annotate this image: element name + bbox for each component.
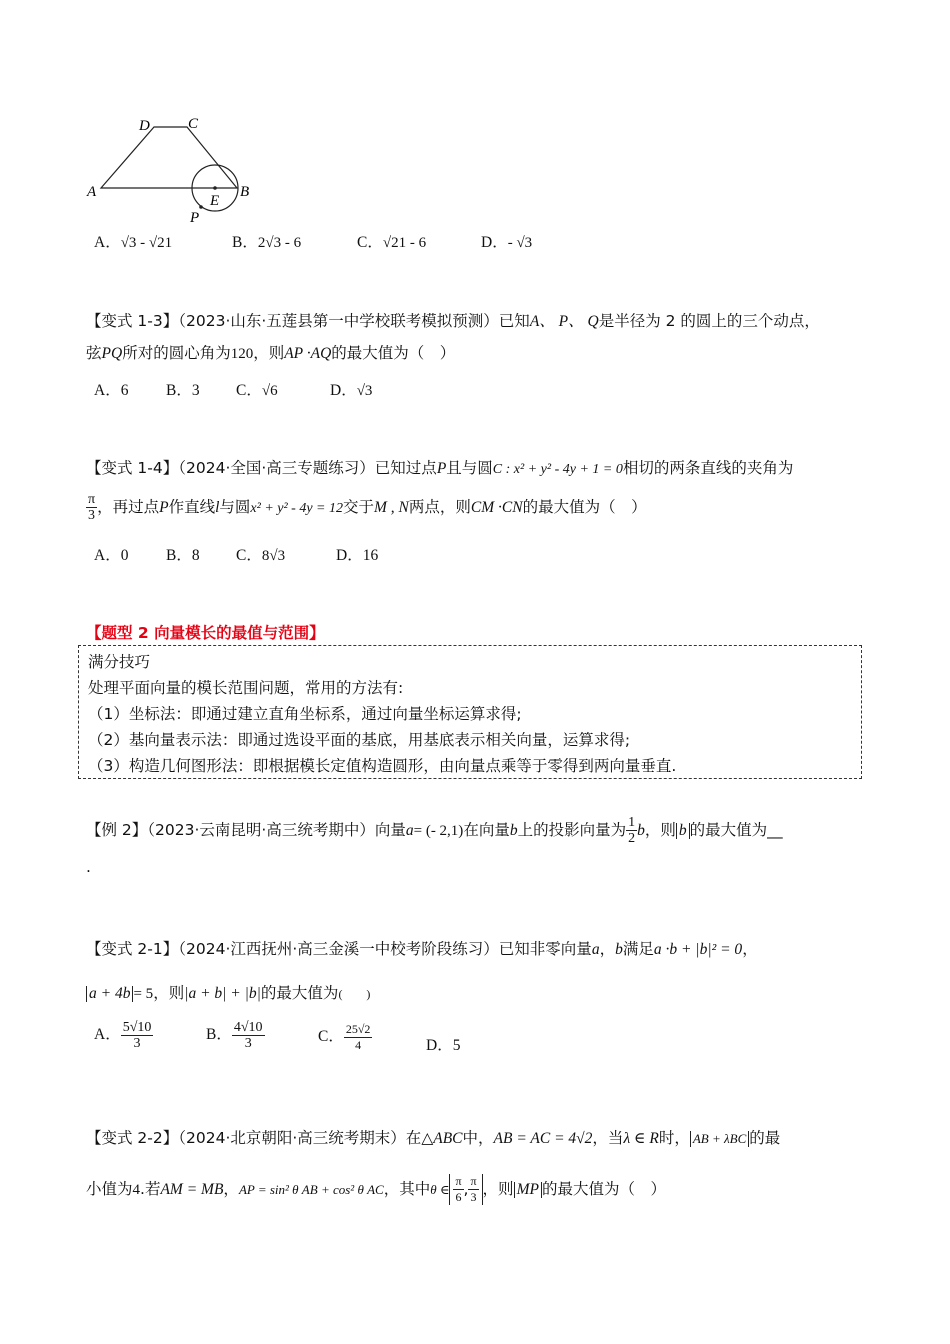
label-B: B xyxy=(240,184,250,200)
label-A: A xyxy=(87,184,97,200)
tip-title: 满分技巧 xyxy=(88,653,151,671)
prev-option-d: D．- √3 xyxy=(481,234,533,251)
v13-option-a: A．6 xyxy=(94,382,129,399)
label-C: C xyxy=(188,116,199,132)
v21-line-1: 【变式 2-1】（2024·江西抚州·高三金溪一中校考阶段练习）已知非零向量a，b满足a ·b + |b|² = 0， xyxy=(86,940,758,958)
v13-line-2: 弦PQ所对的圆心角为120，则AP ·AQ的最大值为（ ） xyxy=(86,344,456,362)
v13-line-1: 【变式 1-3】（2023·山东·五莲县第一中学校联考模拟预测）已知A、 P、 Q是半径为 2 的圆上的三个动点， xyxy=(86,312,820,330)
ex2-line-2: . xyxy=(86,858,91,876)
v22-line-2: 小值为4.若AM = MB，AP = sin² θ AB + cos² θ AC，其中θ ∈ $\frac{\pi}{6}$ , $\frac{\pi}{3}$ ，则 MP 的最大值为（ ） xyxy=(86,1174,666,1204)
trapezoid-circle-figure xyxy=(84,110,264,230)
tip-intro: 处理平面向量的模长范围问题，常用的方法有: xyxy=(88,679,404,697)
v21-option-b: B． $\frac{4√10}{3}$ xyxy=(206,1020,263,1051)
prev-option-a: A．√3 - √21 xyxy=(94,234,173,251)
v22-line-1: 【变式 2-2】（2024·北京朝阳·高三统考期末）在△ABC中，AB = AC = 4√2，当λ ∈ R时， AB + λBC 的最 xyxy=(86,1129,781,1147)
tip-item-1: （1）坐标法：即通过建立直角坐标系，通过向量坐标运算求得; xyxy=(88,705,522,723)
v13-option-c: C．√6 xyxy=(236,382,278,399)
v14-option-a: A．0 xyxy=(94,547,129,564)
label-P: P xyxy=(190,210,200,226)
v21-option-d: D．5 xyxy=(426,1037,461,1054)
type2-heading: 【题型 2 向量模长的最值与范围】 xyxy=(86,624,325,642)
v21-option-a: A． $\frac{5√10}{3}$ xyxy=(94,1020,152,1051)
v13-option-d: D．√3 xyxy=(330,382,373,399)
prev-option-b: B．2√3 - 6 xyxy=(232,234,302,251)
label-D: D xyxy=(139,118,150,134)
prev-option-c: C．√21 - 6 xyxy=(357,234,427,251)
v21-option-c: C． $\frac{25√2}{4}$ xyxy=(318,1022,371,1052)
v13-option-b: B．3 xyxy=(166,382,200,399)
v14-line-2: $\frac{\pi}{3}$ ，再过点P作直线l与圆x² + y² - 4y = 12交于M , N两点，则CM ·CN的最大值为（ ） xyxy=(88,492,647,523)
tip-item-2: （2）基向量表示法：即通过选设平面的基底，用基底表示相关向量，运算求得; xyxy=(88,731,631,749)
v14-option-c: C．8√3 xyxy=(236,547,286,564)
label-E: E xyxy=(210,193,220,209)
v14-option-b: B．8 xyxy=(166,547,200,564)
v14-option-d: D．16 xyxy=(336,547,379,564)
v14-pi-over-3: $\frac{\pi}{3}$ xyxy=(88,492,96,523)
v14-line-1: 【变式 1-4】（2024·全国·高三专题练习）已知过点P且与圆C : x² + y² - 4y + 1 = 0相切的两条直线的夹角为 xyxy=(86,459,794,477)
tip-item-3: （3）构造几何图形法：即根据模长定值构造圆形，由向量点乘等于零得到两向量垂直. xyxy=(88,757,677,775)
ex2-line-1: 【例 2】（2023·云南昆明·高三统考期中）向量a= (- 2,1)在向量b上的投影向量为 $\frac{1}{2}$ b，则 b 的最大值为__ xyxy=(86,815,783,846)
v21-line-2: a + 4b = 5，则|a + b| + |b|的最大值为( ) xyxy=(86,982,370,1005)
ex2-one-half: $\frac{1}{2}$ xyxy=(628,815,636,846)
